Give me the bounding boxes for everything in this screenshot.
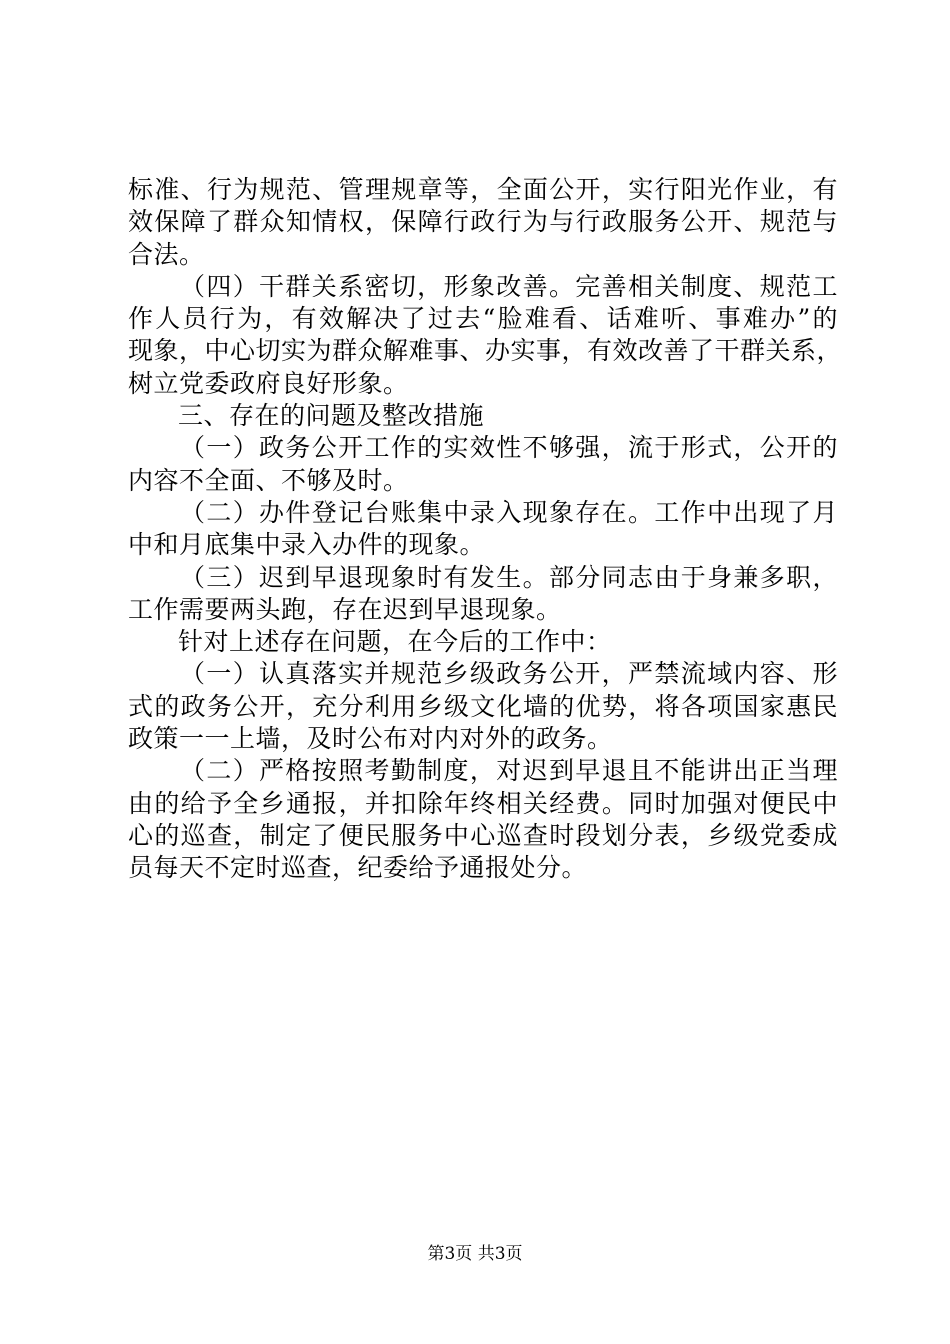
section-heading: 三、存在的问题及整改措施	[178, 401, 485, 431]
paragraph-line: 标准、行为规范、管理规章等，全面公开，实行阳光作业，有	[128, 175, 838, 204]
paragraph-line: 中和月底集中录入办件的现象。	[128, 530, 486, 560]
paragraph-line: 员每天不定时巡查，纪委给予通报处分。	[128, 853, 588, 883]
paragraph-line: 由的给予全乡通报，并扣除年终相关经费。同时加强对便民中	[128, 788, 838, 818]
paragraph-line: （二）办件登记台账集中录入现象存在。工作中出现了月	[180, 497, 838, 527]
paragraph-line: 效保障了群众知情权，保障行政行为与行政服务公开、规范与	[128, 207, 838, 237]
paragraph-line: 针对上述存在问题，在今后的工作中：	[178, 627, 612, 657]
document-body	[128, 174, 843, 885]
paragraph-line: 式的政务公开，充分利用乡级文化墙的优势，将各项国家惠民	[128, 691, 838, 721]
paragraph-line: 工作需要两头跑，存在迟到早退现象。	[128, 594, 562, 624]
paragraph-line: （二）严格按照考勤制度，对迟到早退且不能讲出正当理	[180, 756, 838, 786]
page-number-footer: 第3页 共3页	[427, 1244, 523, 1264]
paragraph-line: 合法。	[128, 239, 205, 269]
paragraph-line: 心的巡查，制定了便民服务中心巡查时段划分表，乡级党委成	[128, 820, 838, 850]
paragraph-line: （一）政务公开工作的实效性不够强，流于形式，公开的	[180, 433, 838, 463]
paragraph-line: 内容不全面、不够及时。	[128, 465, 409, 495]
paragraph-line: 作人员行为，有效解决了过去“脸难看、话难听、事难办”的	[128, 304, 838, 334]
paragraph-line: （一）认真落实并规范乡级政务公开，严禁流域内容、形	[180, 659, 838, 689]
paragraph-line: （四）干群关系密切，形象改善。完善相关制度、规范工	[180, 271, 838, 301]
paragraph-line: 政策一一上墙，及时公布对内对外的政务。	[128, 724, 613, 754]
paragraph-line: 树立党委政府良好形象。	[128, 368, 409, 398]
paragraph-line: 现象，中心切实为群众解难事、办实事，有效改善了干群关系，	[128, 336, 843, 366]
paragraph-line: （三）迟到早退现象时有发生。部分同志由于身兼多职，	[180, 562, 838, 592]
